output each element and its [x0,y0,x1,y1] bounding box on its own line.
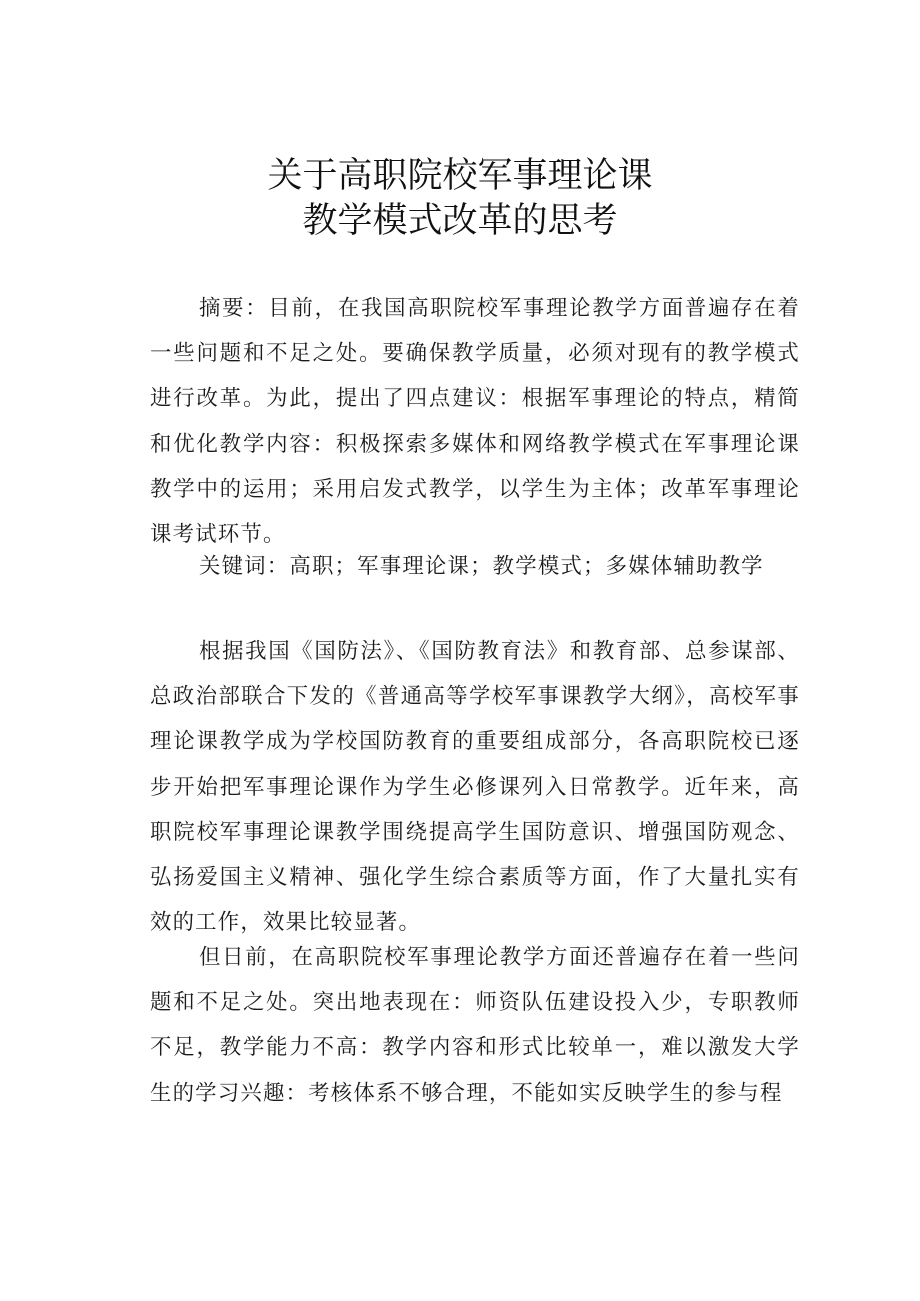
document-title-line-2: 教学模式改革的思考 [302,201,618,241]
keywords-line: 关键词：高职；军事理论课；教学模式；多媒体辅助教学 [199,554,764,579]
body-paragraph-2: 但日前，在高职院校军事理论教学方面还普遍存在着一些问题和不足之处。突出地表现在：师资队伍建设投入少，专职教师不足，教学能力不高：教学内容和形式比较单一，难以激发大学生的学习兴趣：考核体系不够合理，不能如实反映学生的参与程 [150,945,800,1106]
abstract-paragraph: 摘要：目前，在我国高职院校军事理论教学方面普遍存在着一些问题和不足之处。要确保教学质量，必须对现有的教学模式进行改革。为此，提出了四点建议：根据军事理论的特点，精简和优化教学内容：积极探索多媒体和网络教学模式在军事理论课教学中的运用；采用启发式教学，以学生为主体；改革军事理论课考试环节。 [150,296,800,548]
body-paragraph-1: 根据我国《国防法》、《国防教育法》和教育部、总参谋部、总政治部联合下发的《普通高等学校军事课教学大纲》，高校军事理论课教学成为学校国防教育的重要组成部分，各高职院校已逐步开始把军事理论课作为学生必修课列入日常教学。近年来，高职院校军事理论课教学围绕提高学生国防意识、增强国防观念、弘扬爱国主义精神、强化学生综合素质等方面，作了大量扎实有效的工作，效果比较显著。 [150,639,800,936]
document-title-line-1: 关于高职院校军事理论课 [267,156,653,196]
